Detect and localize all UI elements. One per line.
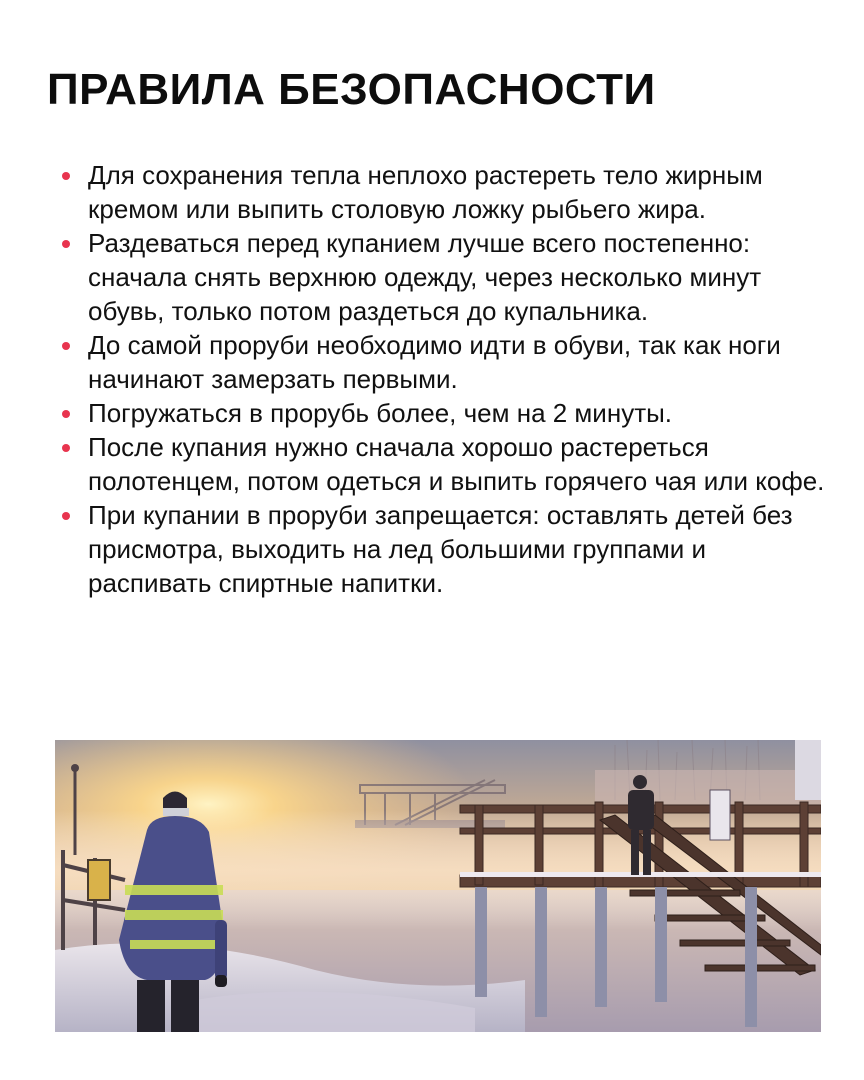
bullet-icon bbox=[62, 240, 70, 248]
rule-text: После купания нужно сначала хорошо растереться полотенцем, потом одеться и выпить горячего чая или кофе. bbox=[88, 432, 825, 496]
rule-text: Для сохранения тепла неплохо растереть тело жирным кремом или выпить столовую ложку рыбьего жира. bbox=[88, 160, 763, 224]
list-item bbox=[60, 396, 830, 430]
bullet-icon bbox=[62, 410, 70, 418]
photo-illustration bbox=[55, 740, 821, 1032]
safety-rules-list bbox=[60, 158, 830, 600]
rule-text: Погружаться в прорубь более, чем на 2 минуты. bbox=[88, 398, 673, 428]
winter-pier-photo bbox=[55, 740, 821, 1032]
rule-text: До самой проруби необходимо идти в обуви, так как ноги начинают замерзать первыми. bbox=[88, 330, 781, 394]
bullet-icon bbox=[62, 172, 70, 180]
bullet-icon bbox=[62, 512, 70, 520]
list-item bbox=[60, 328, 830, 396]
list-item bbox=[60, 226, 830, 328]
list-item bbox=[60, 158, 830, 226]
bullet-icon bbox=[62, 444, 70, 452]
bullet-icon bbox=[62, 342, 70, 350]
rule-text: Раздеваться перед купанием лучше всего постепенно: сначала снять верхнюю одежду, через несколько минут обувь, только потом раздеться до купальника. bbox=[88, 228, 762, 326]
list-item bbox=[60, 498, 830, 600]
rule-text: При купании в проруби запрещается: оставлять детей без присмотра, выходить на лед большими группами и распивать спиртные напитки. bbox=[88, 500, 793, 598]
page-title: ПРАВИЛА БЕЗОПАСНОСТИ bbox=[47, 65, 656, 114]
list-item bbox=[60, 430, 830, 498]
